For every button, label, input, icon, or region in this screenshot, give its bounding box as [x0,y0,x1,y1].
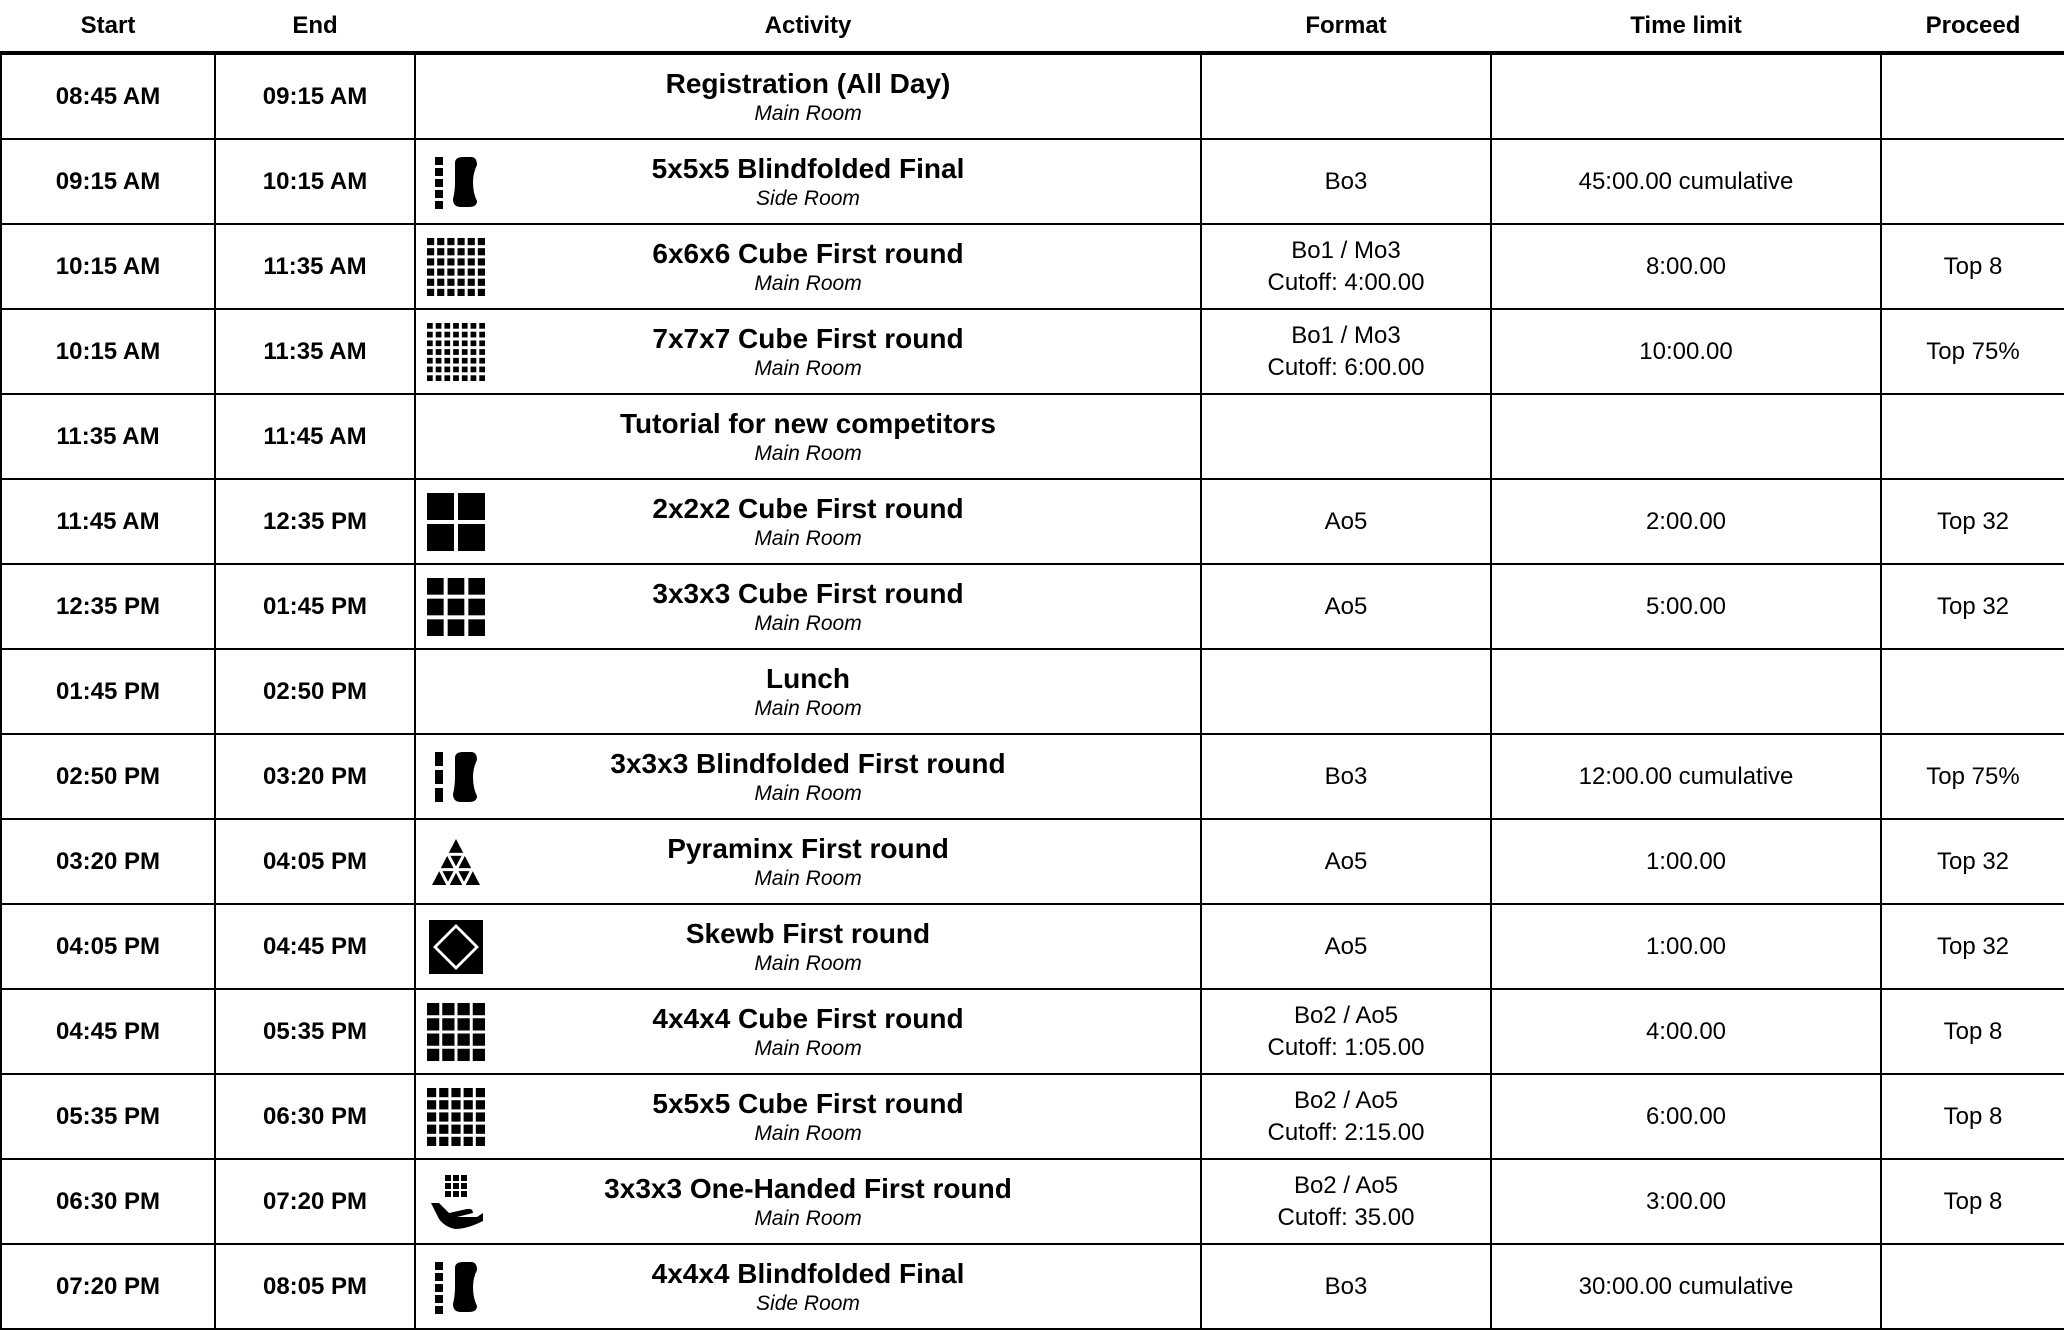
table-row [1,139,2064,224]
skewb-icon [426,917,486,977]
format-cell [1201,309,1491,394]
end-time: 05:35 PM [215,989,415,1074]
time-limit-cell [1491,53,1881,139]
cutoff-value: Cutoff: 6:00.00 [1267,353,1425,381]
activity-room: Main Room [754,1121,862,1145]
activity-room: Side Room [756,186,860,210]
format-value: Bo3 [1324,167,1368,195]
format-cell [1201,1159,1491,1244]
start-time: 06:30 PM [1,1159,215,1244]
activity-name: Registration (All Day) [665,67,951,99]
header-activity[interactable]: Activity [415,0,1201,53]
proceed-cell: Top 75% [1881,309,2064,394]
table-row [1,989,2064,1074]
cutoff-value: Cutoff: 35.00 [1277,1203,1415,1231]
activity-name: 3x3x3 One-Handed First round [604,1172,1012,1204]
format-value: Bo2 / Ao5 [1293,1001,1399,1029]
time-limit-cell: 10:00.00 [1491,309,1881,394]
table-row [1,1159,2064,1244]
time-limit-cell: 6:00.00 [1491,1074,1881,1159]
proceed-cell: Top 32 [1881,904,2064,989]
activity-cell [415,649,1201,734]
start-time: 04:45 PM [1,989,215,1074]
cutoff-value: Cutoff: 4:00.00 [1267,268,1425,296]
format-value: Bo3 [1324,1272,1368,1300]
table-row [1,904,2064,989]
3x3x3-cube-icon [426,577,486,637]
start-time: 02:50 PM [1,734,215,819]
time-limit-cell [1491,394,1881,479]
activity-room: Main Room [754,866,862,890]
format-cell [1201,139,1491,224]
format-cell [1201,649,1491,734]
format-cell [1201,224,1491,309]
time-limit-cell: 4:00.00 [1491,989,1881,1074]
format-cell [1201,1244,1491,1329]
table-row [1,53,2064,139]
end-time: 06:30 PM [215,1074,415,1159]
end-time: 03:20 PM [215,734,415,819]
end-time: 11:45 AM [215,394,415,479]
activity-cell [415,479,1201,564]
format-cell [1201,819,1491,904]
format-cell [1201,904,1491,989]
cutoff-value: Cutoff: 2:15.00 [1267,1118,1425,1146]
table-row [1,734,2064,819]
6x6x6-cube-icon [426,237,486,297]
end-time: 12:35 PM [215,479,415,564]
2x2x2-cube-icon [426,492,486,552]
7x7x7-cube-icon [426,322,486,382]
proceed-cell: Top 32 [1881,564,2064,649]
start-time: 07:20 PM [1,1244,215,1329]
end-time: 04:05 PM [215,819,415,904]
end-time: 09:15 AM [215,53,415,139]
format-value: Ao5 [1324,932,1368,960]
start-time: 09:15 AM [1,139,215,224]
one-handed-icon [426,1172,486,1232]
activity-room: Main Room [754,951,862,975]
start-time: 10:15 AM [1,309,215,394]
table-row [1,479,2064,564]
activity-name: 4x4x4 Cube First round [652,1002,964,1034]
proceed-cell [1881,53,2064,139]
table-row [1,1074,2064,1159]
activity-cell [415,309,1201,394]
proceed-cell: Top 32 [1881,479,2064,564]
format-cell [1201,564,1491,649]
blindfolded-icon [426,1257,486,1317]
activity-name: Tutorial for new competitors [620,407,996,439]
header-start[interactable]: Start [1,0,215,53]
start-time: 10:15 AM [1,224,215,309]
end-time: 07:20 PM [215,1159,415,1244]
start-time: 11:35 AM [1,394,215,479]
start-time: 03:20 PM [1,819,215,904]
time-limit-cell: 30:00.00 cumulative [1491,1244,1881,1329]
activity-cell [415,564,1201,649]
end-time: 01:45 PM [215,564,415,649]
start-time: 11:45 AM [1,479,215,564]
time-limit-cell: 1:00.00 [1491,819,1881,904]
format-cell [1201,53,1491,139]
format-value: Bo2 / Ao5 [1293,1086,1399,1114]
proceed-cell: Top 75% [1881,734,2064,819]
activity-name: 7x7x7 Cube First round [652,322,964,354]
end-time: 04:45 PM [215,904,415,989]
activity-room: Main Room [754,696,862,720]
pyraminx-icon [426,832,486,892]
activity-room: Main Room [754,611,862,635]
time-limit-cell: 12:00.00 cumulative [1491,734,1881,819]
start-time: 12:35 PM [1,564,215,649]
header-proceed[interactable]: Proceed [1881,0,2064,53]
format-value: Ao5 [1324,847,1368,875]
activity-name: 5x5x5 Blindfolded Final [651,152,965,184]
format-cell [1201,479,1491,564]
activity-room: Side Room [756,1291,860,1315]
header-row [1,0,2064,53]
activity-name: 4x4x4 Blindfolded Final [651,1257,965,1289]
format-cell [1201,1074,1491,1159]
start-time: 04:05 PM [1,904,215,989]
proceed-cell [1881,394,2064,479]
activity-name: 3x3x3 Blindfolded First round [610,747,1006,779]
activity-cell [415,1244,1201,1329]
time-limit-cell: 3:00.00 [1491,1159,1881,1244]
activity-cell [415,819,1201,904]
activity-cell [415,139,1201,224]
activity-name: Pyraminx First round [667,832,949,864]
proceed-cell [1881,1244,2064,1329]
activity-room: Main Room [754,356,862,380]
end-time: 08:05 PM [215,1244,415,1329]
activity-room: Main Room [754,1036,862,1060]
4x4x4-cube-icon [426,1002,486,1062]
end-time: 11:35 AM [215,224,415,309]
activity-name: 3x3x3 Cube First round [652,577,964,609]
blindfolded-icon [426,152,486,212]
activity-cell [415,734,1201,819]
format-cell [1201,394,1491,479]
time-limit-cell: 2:00.00 [1491,479,1881,564]
proceed-cell [1881,649,2064,734]
format-value: Bo1 / Mo3 [1291,321,1401,349]
activity-cell [415,53,1201,139]
table-row [1,309,2064,394]
activity-room: Main Room [754,271,862,295]
activity-cell [415,394,1201,479]
activity-cell [415,224,1201,309]
activity-name: Lunch [766,662,850,694]
header-time-limit[interactable]: Time limit [1491,0,1881,53]
activity-cell [415,904,1201,989]
proceed-cell [1881,139,2064,224]
end-time: 02:50 PM [215,649,415,734]
header-format[interactable]: Format [1201,0,1491,53]
proceed-cell: Top 8 [1881,989,2064,1074]
format-value: Ao5 [1324,592,1368,620]
table-row [1,394,2064,479]
format-value: Bo1 / Mo3 [1291,236,1401,264]
activity-cell [415,1074,1201,1159]
3x3-blindfolded-icon [426,747,486,807]
cutoff-value: Cutoff: 1:05.00 [1267,1033,1425,1061]
activity-name: 6x6x6 Cube First round [652,237,964,269]
activity-cell [415,1159,1201,1244]
format-cell [1201,734,1491,819]
proceed-cell: Top 8 [1881,1074,2064,1159]
format-cell [1201,989,1491,1074]
activity-room: Main Room [754,781,862,805]
proceed-cell: Top 8 [1881,224,2064,309]
format-value: Bo2 / Ao5 [1293,1171,1399,1199]
table-row [1,649,2064,734]
format-value: Ao5 [1324,507,1368,535]
activity-room: Main Room [754,101,862,125]
proceed-cell: Top 8 [1881,1159,2064,1244]
format-value: Bo3 [1324,762,1368,790]
table-row [1,224,2064,309]
activity-name: 2x2x2 Cube First round [652,492,964,524]
header-end[interactable]: End [215,0,415,53]
table-row [1,564,2064,649]
time-limit-cell: 5:00.00 [1491,564,1881,649]
time-limit-cell: 1:00.00 [1491,904,1881,989]
activity-room: Main Room [754,526,862,550]
activity-room: Main Room [754,441,862,465]
start-time: 05:35 PM [1,1074,215,1159]
activity-name: 5x5x5 Cube First round [652,1087,964,1119]
end-time: 10:15 AM [215,139,415,224]
table-row [1,819,2064,904]
5x5x5-cube-icon [426,1087,486,1147]
time-limit-cell: 8:00.00 [1491,224,1881,309]
start-time: 01:45 PM [1,649,215,734]
activity-room: Main Room [754,1206,862,1230]
end-time: 11:35 AM [215,309,415,394]
time-limit-cell [1491,649,1881,734]
activity-cell [415,989,1201,1074]
activity-name: Skewb First round [685,917,931,949]
table-row [1,1244,2064,1329]
time-limit-cell: 45:00.00 cumulative [1491,139,1881,224]
proceed-cell: Top 32 [1881,819,2064,904]
start-time: 08:45 AM [1,53,215,139]
